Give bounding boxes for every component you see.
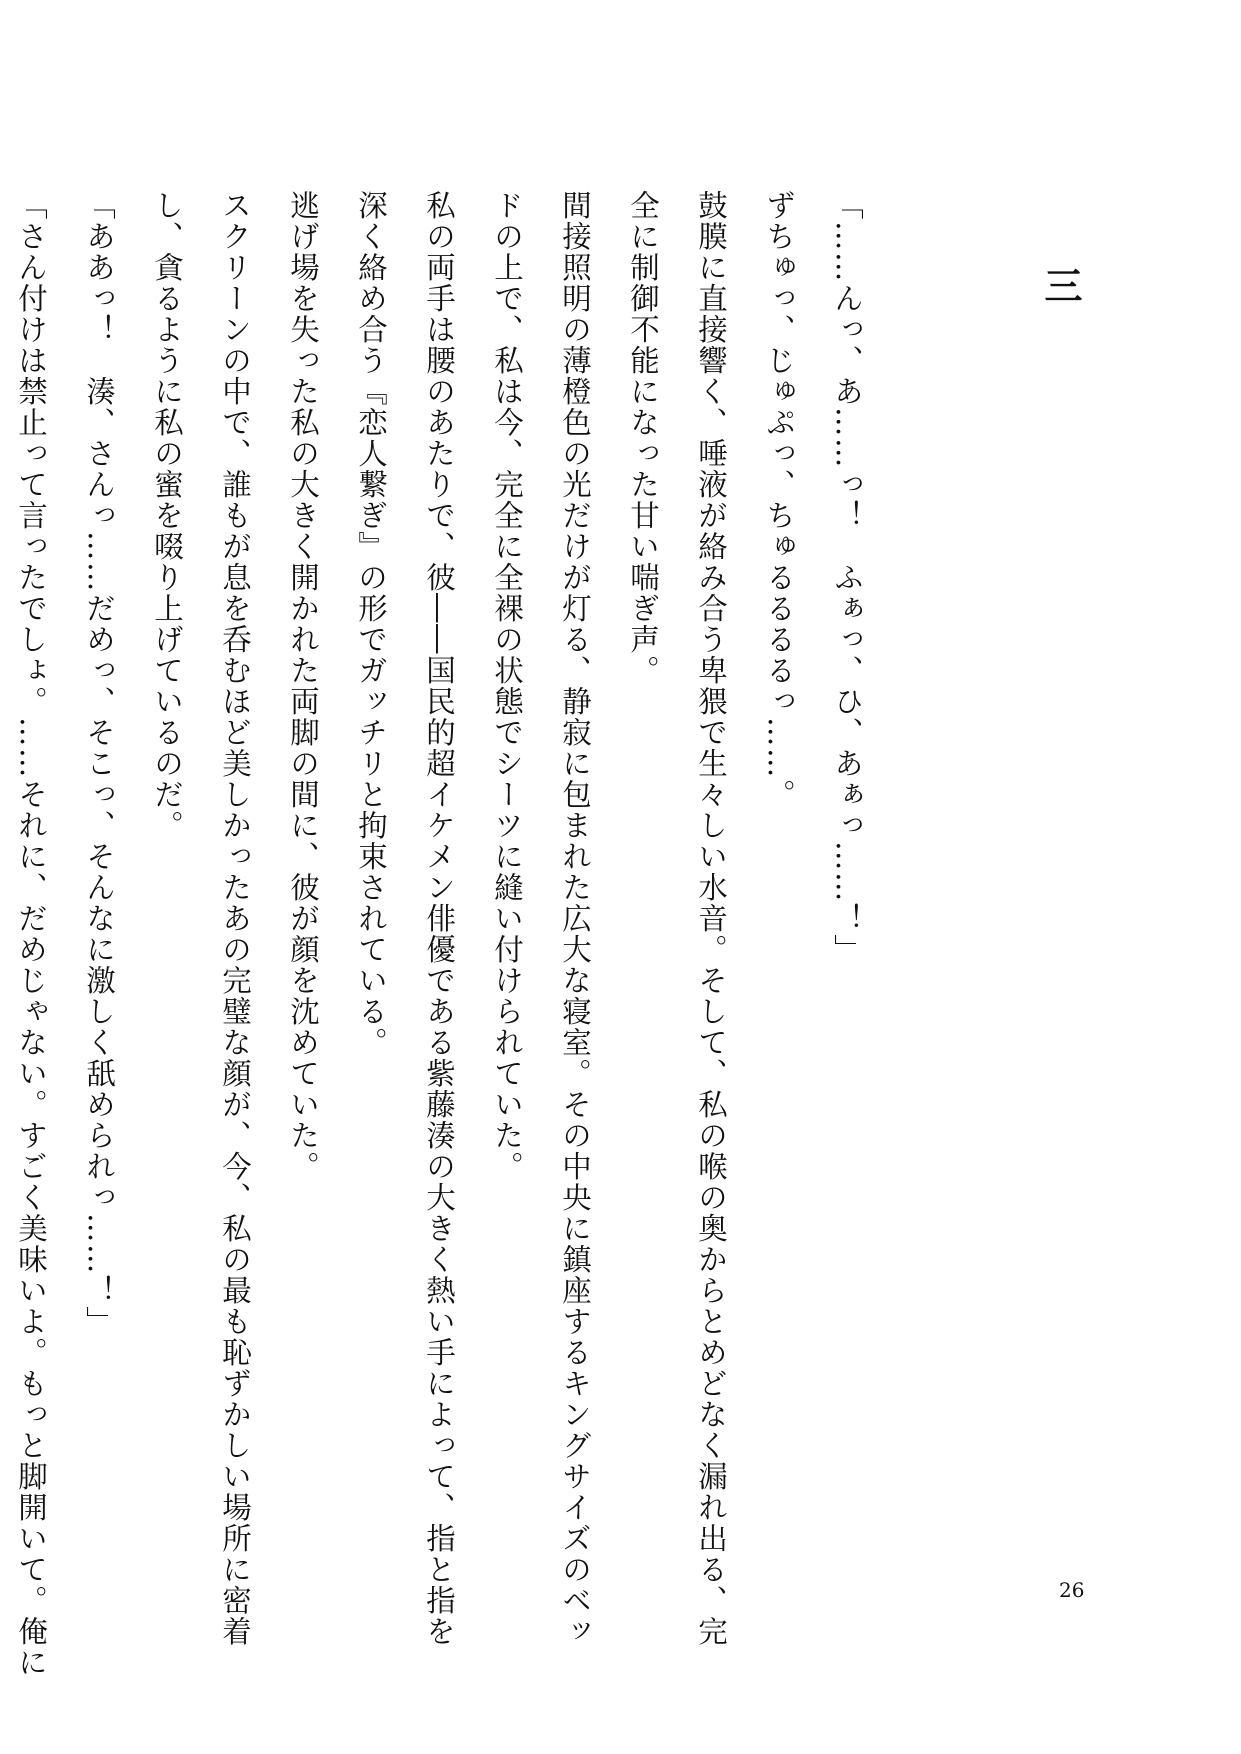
text-line: 「さん付けは禁止って言ったでしょ。……それに、だめじゃない。すごく美味いよ。もっと脚開いて。俺に [14, 190, 48, 1678]
text-line: 逃げ場を失った私の大きく開かれた両脚の間に、彼が顔を沈めていた。 [286, 190, 320, 1182]
page-number: 26 [1059, 1578, 1085, 1602]
text-line: 私の両手は腰のあたりで、彼――国民的超イケメン俳優である紫藤湊の大きく熱い手によって、指と指を [422, 190, 456, 1647]
text-line: 「ああっ！ 湊、さんっ……だめっ、そこっ、そんなに激しく舐められっ……！」 [82, 190, 116, 1337]
text-line: スクリーンの中で、誰もが息を呑むほど美しかったあの完璧な顔が、今、私の最も恥ずかしい場所に密着 [218, 190, 252, 1647]
text-line: 間接照明の薄橙色の光だけが灯る、静寂に包まれた広大な寝室。その中央に鎮座するキングサイズのベッ [558, 190, 592, 1647]
body-text [0, 190, 881, 1678]
text-line: 深く絡め合う『恋人繋ぎ』の形でガッチリと拘束されている。 [354, 190, 388, 1058]
text-line: 「……んっ、あ……っ！ ふぁっ、ひ、あぁっ……！」 [830, 190, 864, 965]
text-line: し、貪るように私の蜜を啜り上げているのだ。 [150, 190, 184, 841]
text-line: ずちゅっ、じゅぷっ、ちゅるるるるっ……。 [762, 190, 796, 810]
text-line: 全に制御不能になった甘い喘ぎ声。 [626, 190, 660, 686]
chapter-title: 三 [1038, 266, 1083, 304]
text-line: ドの上で、私は今、完全に全裸の状態でシーツに縫い付けられていた。 [490, 190, 524, 1182]
text-line: 鼓膜に直接響く、唾液が絡み合う卑猥で生々しい水音。そして、私の喉の奥からとめどなく漏れ出る、完 [694, 190, 728, 1647]
